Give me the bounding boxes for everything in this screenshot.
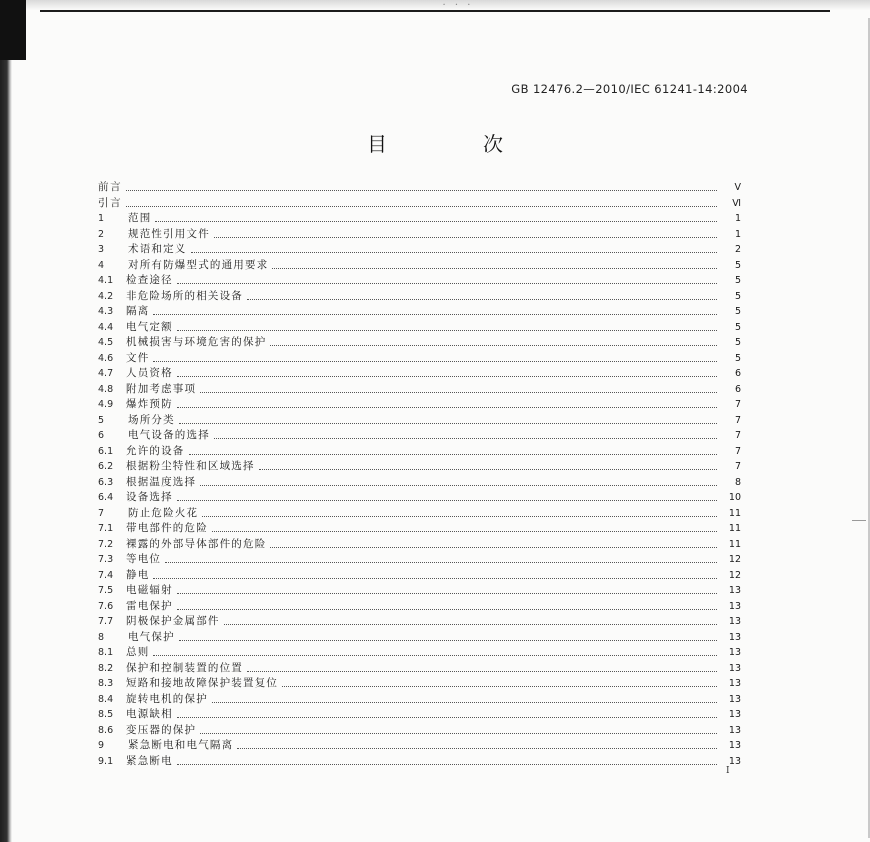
- toc-entry-number: 7: [98, 507, 105, 519]
- toc-dot-leader: [179, 422, 717, 424]
- toc-entry[interactable]: [98, 552, 741, 568]
- toc-entry-page: 13: [728, 724, 741, 736]
- toc-entry-number: 7.2: [98, 538, 114, 550]
- toc-dot-leader: [177, 282, 717, 284]
- toc-entry[interactable]: [98, 676, 741, 692]
- toc-entry-number: 7.1: [98, 523, 114, 534]
- toc-dot-leader: [200, 484, 717, 486]
- toc-entry[interactable]: [98, 723, 741, 739]
- toc-entry-title: 雷电保护: [126, 599, 173, 612]
- toc-dot-leader: [224, 623, 717, 625]
- toc-entry-number: 4.2: [98, 290, 114, 302]
- table-of-contents: [98, 180, 741, 769]
- toc-entry-title: 短路和接地故障保护装置复位: [126, 677, 279, 689]
- toc-entry-number: 4.7: [98, 368, 114, 379]
- top-smudge: · · ·: [442, 0, 474, 11]
- toc-entry-number: 4.6: [98, 352, 114, 364]
- toc-entry-number: 8.5: [98, 709, 114, 720]
- margin-mark: [852, 520, 866, 521]
- toc-entry[interactable]: [98, 211, 741, 227]
- toc-entry[interactable]: [98, 490, 741, 506]
- toc-dot-leader: [177, 763, 717, 765]
- toc-entry-title: 根据粉尘特性和区域选择: [126, 460, 255, 472]
- toc-entry[interactable]: [98, 537, 741, 553]
- toc-entry[interactable]: [98, 382, 741, 398]
- toc-entry[interactable]: [98, 289, 741, 305]
- toc-entry-number: 6.3: [98, 476, 114, 488]
- toc-entry-title: 设备选择: [126, 491, 173, 503]
- toc-entry-title: 引言: [98, 196, 123, 209]
- toc-entry-number: 2: [98, 228, 105, 240]
- toc-entry-number: 7.6: [98, 600, 114, 612]
- toc-entry[interactable]: [98, 459, 741, 475]
- toc-entry[interactable]: [98, 692, 741, 708]
- toc-dot-leader: [214, 437, 717, 439]
- toc-entry[interactable]: [98, 304, 741, 320]
- toc-entry-title: 非危险场所的相关设备: [126, 289, 243, 302]
- toc-entry-number: 4.4: [98, 321, 114, 333]
- toc-entry-title: 规范性引用文件: [128, 227, 210, 240]
- toc-dot-leader: [153, 577, 717, 579]
- toc-dot-leader: [212, 530, 717, 532]
- toc-entry[interactable]: [98, 335, 741, 351]
- toc-entry[interactable]: [98, 258, 741, 274]
- toc-entry[interactable]: [98, 397, 741, 413]
- toc-entry-page: 1: [734, 228, 741, 240]
- page-number: I: [726, 766, 730, 776]
- toc-entry[interactable]: [98, 583, 741, 599]
- toc-entry-number: 7.7: [98, 616, 114, 627]
- toc-entry-title: 旋转电机的保护: [126, 692, 208, 705]
- toc-dot-leader: [177, 716, 717, 718]
- toc-entry-page: 10: [728, 492, 741, 503]
- toc-entry-number: 8: [98, 631, 105, 643]
- toc-entry[interactable]: [98, 273, 741, 289]
- toc-entry-page: 11: [728, 507, 741, 519]
- toc-entry-number: 4.8: [98, 383, 114, 395]
- toc-entry-page: 13: [728, 647, 741, 658]
- toc-entry-title: 附加考虑事项: [126, 382, 197, 395]
- toc-entry-page: 7: [734, 399, 741, 410]
- toc-entry-page: 5: [734, 259, 741, 271]
- toc-entry-number: 8.6: [98, 724, 114, 736]
- toc-entry-title: 人员资格: [126, 367, 173, 379]
- toc-dot-leader: [200, 391, 717, 393]
- toc-entry-number: 5: [98, 414, 105, 426]
- toc-dot-leader: [179, 639, 717, 641]
- toc-dot-leader: [177, 375, 717, 377]
- toc-entry-page: 7: [734, 445, 741, 457]
- toc-entry-title: 机械损害与环境危害的保护: [126, 336, 267, 348]
- toc-dot-leader: [126, 205, 717, 207]
- toc-entry-page: 5: [734, 290, 741, 302]
- toc-dot-leader: [153, 360, 717, 362]
- toc-entry-title: 根据温度选择: [126, 475, 197, 488]
- toc-dot-leader: [165, 561, 717, 563]
- toc-entry[interactable]: [98, 475, 741, 491]
- toc-dot-leader: [177, 608, 717, 610]
- toc-entry-title: 总则: [126, 646, 150, 658]
- toc-entry[interactable]: [98, 707, 741, 723]
- toc-entry-page: 2: [734, 244, 741, 255]
- toc-entry[interactable]: [98, 366, 741, 382]
- toc-entry-title: 允许的设备: [126, 444, 185, 457]
- toc-entry[interactable]: [98, 645, 741, 661]
- toc-entry-title: 电磁辐射: [126, 584, 173, 596]
- toc-entry[interactable]: [98, 661, 741, 677]
- toc-entry-title: 爆炸预防: [126, 398, 173, 410]
- toc-dot-leader: [155, 220, 717, 222]
- toc-entry-number: 8.3: [98, 678, 114, 689]
- standard-code: GB 12476.2—2010/IEC 61241-14:2004: [511, 82, 748, 96]
- toc-entry-page: 12: [728, 569, 741, 581]
- toc-dot-leader: [177, 592, 717, 594]
- toc-entry-number: 7.5: [98, 585, 114, 596]
- toc-entry-title: 术语和定义: [128, 243, 187, 255]
- toc-entry-title: 电气设备的选择: [128, 429, 210, 441]
- toc-entry-page: 13: [728, 709, 741, 720]
- toc-entry-page: 11: [728, 523, 741, 534]
- toc-entry-number: 9.1: [98, 755, 114, 767]
- toc-entry-number: 4.3: [98, 306, 114, 317]
- toc-entry-number: 8.1: [98, 647, 114, 658]
- toc-entry-page: 1: [734, 213, 741, 224]
- toc-entry[interactable]: [98, 738, 741, 754]
- toc-dot-leader: [153, 654, 717, 656]
- toc-entry-title: 前言: [98, 181, 123, 193]
- toc-dot-leader: [247, 298, 717, 300]
- toc-entry-title: 静电: [126, 568, 150, 581]
- toc-entry-page: 7: [734, 414, 741, 426]
- page-title: 目 次: [367, 132, 541, 156]
- toc-entry[interactable]: [98, 428, 741, 444]
- toc-entry-page: 6: [734, 383, 741, 395]
- toc-dot-leader: [259, 468, 717, 470]
- toc-entry-page: 6: [734, 368, 741, 379]
- toc-entry-page: Ⅵ: [732, 197, 741, 209]
- toc-entry-number: 6.4: [98, 492, 114, 503]
- toc-entry-page: 13: [728, 693, 741, 705]
- toc-entry[interactable]: [98, 614, 741, 630]
- toc-entry-number: 4.1: [98, 275, 114, 286]
- toc-entry-number: 9: [98, 740, 105, 751]
- toc-entry[interactable]: [98, 630, 741, 646]
- toc-entry[interactable]: [98, 521, 741, 537]
- toc-entry-title: 场所分类: [128, 413, 175, 426]
- toc-entry-title: 裸露的外部导体部件的危险: [126, 537, 267, 550]
- toc-entry[interactable]: [98, 754, 741, 770]
- toc-entry-title: 带电部件的危险: [126, 522, 208, 534]
- toc-entry-page: 5: [734, 306, 741, 317]
- toc-entry-title: 防止危险火花: [128, 506, 199, 519]
- toc-dot-leader: [282, 685, 717, 687]
- toc-dot-leader: [200, 732, 717, 734]
- toc-entry-number: 1: [98, 213, 105, 224]
- toc-entry-title: 等电位: [126, 553, 162, 565]
- toc-entry-page: 13: [728, 585, 741, 596]
- toc-entry[interactable]: [98, 196, 741, 212]
- toc-entry[interactable]: [98, 351, 741, 367]
- toc-entry-page: 7: [734, 461, 741, 472]
- toc-entry-number: 6: [98, 430, 105, 441]
- toc-entry-page: 13: [728, 740, 741, 751]
- toc-entry[interactable]: [98, 413, 741, 429]
- toc-entry-page: 5: [734, 337, 741, 348]
- toc-dot-leader: [126, 189, 717, 191]
- toc-entry-title: 紧急断电: [126, 754, 173, 767]
- toc-dot-leader: [214, 236, 717, 238]
- toc-entry[interactable]: [98, 444, 741, 460]
- toc-entry-page: 13: [728, 662, 741, 674]
- toc-entry-page: 5: [734, 275, 741, 286]
- toc-dot-leader: [153, 313, 717, 315]
- toc-dot-leader: [272, 267, 717, 269]
- toc-entry-title: 电源缺相: [126, 708, 173, 720]
- toc-entry-page: 13: [728, 600, 741, 612]
- toc-entry-number: 8.2: [98, 662, 114, 674]
- toc-entry[interactable]: [98, 227, 741, 243]
- toc-entry-title: 变压器的保护: [126, 723, 197, 736]
- toc-entry-number: 4.5: [98, 337, 114, 348]
- toc-entry-number: 7.4: [98, 569, 114, 581]
- toc-entry-title: 文件: [126, 351, 150, 364]
- toc-entry-page: 5: [734, 321, 741, 333]
- toc-entry[interactable]: [98, 320, 741, 336]
- toc-entry-title: 隔离: [126, 305, 150, 317]
- toc-entry-page: 11: [728, 538, 741, 550]
- toc-entry-page: 13: [728, 678, 741, 689]
- toc-entry-number: 4: [98, 259, 105, 271]
- toc-entry[interactable]: [98, 599, 741, 615]
- scan-shadow-left: [0, 0, 12, 842]
- toc-dot-leader: [177, 499, 717, 501]
- toc-dot-leader: [177, 406, 717, 408]
- toc-entry-page: 13: [728, 631, 741, 643]
- toc-dot-leader: [212, 701, 717, 703]
- toc-dot-leader: [177, 329, 717, 331]
- toc-entry[interactable]: [98, 506, 741, 522]
- toc-dot-leader: [189, 453, 718, 455]
- toc-entry[interactable]: [98, 180, 741, 196]
- toc-dot-leader: [270, 546, 717, 548]
- toc-entry-title: 电气保护: [128, 630, 175, 643]
- toc-entry-title: 阴极保护金属部件: [126, 615, 220, 627]
- toc-entry-page: 7: [734, 430, 741, 441]
- toc-entry-number: 6.2: [98, 461, 114, 472]
- toc-entry-number: 8.4: [98, 693, 114, 705]
- toc-dot-leader: [191, 251, 718, 253]
- toc-entry-number: 7.3: [98, 554, 114, 565]
- toc-dot-leader: [237, 747, 717, 749]
- toc-entry-number: 4.9: [98, 399, 114, 410]
- toc-entry-page: 8: [734, 476, 741, 488]
- toc-entry-page: Ⅴ: [734, 182, 741, 193]
- toc-entry-title: 检查途径: [126, 274, 173, 286]
- toc-dot-leader: [247, 670, 717, 672]
- toc-entry-page: 5: [734, 352, 741, 364]
- toc-entry-title: 紧急断电和电气隔离: [128, 739, 234, 751]
- toc-entry-number: 3: [98, 244, 105, 255]
- toc-entry-number: 6.1: [98, 445, 114, 457]
- scan-corner-shadow: [0, 0, 26, 60]
- toc-entry-page: 13: [728, 616, 741, 627]
- toc-entry-title: 范围: [128, 212, 152, 224]
- toc-entry[interactable]: [98, 568, 741, 584]
- toc-entry[interactable]: [98, 242, 741, 258]
- toc-entry-title: 电气定额: [126, 320, 173, 333]
- toc-dot-leader: [270, 344, 717, 346]
- toc-entry-page: 13: [728, 755, 741, 767]
- toc-entry-page: 12: [728, 554, 741, 565]
- toc-dot-leader: [202, 515, 717, 517]
- toc-entry-title: 保护和控制装置的位置: [126, 661, 243, 674]
- toc-entry-title: 对所有防爆型式的通用要求: [128, 258, 269, 271]
